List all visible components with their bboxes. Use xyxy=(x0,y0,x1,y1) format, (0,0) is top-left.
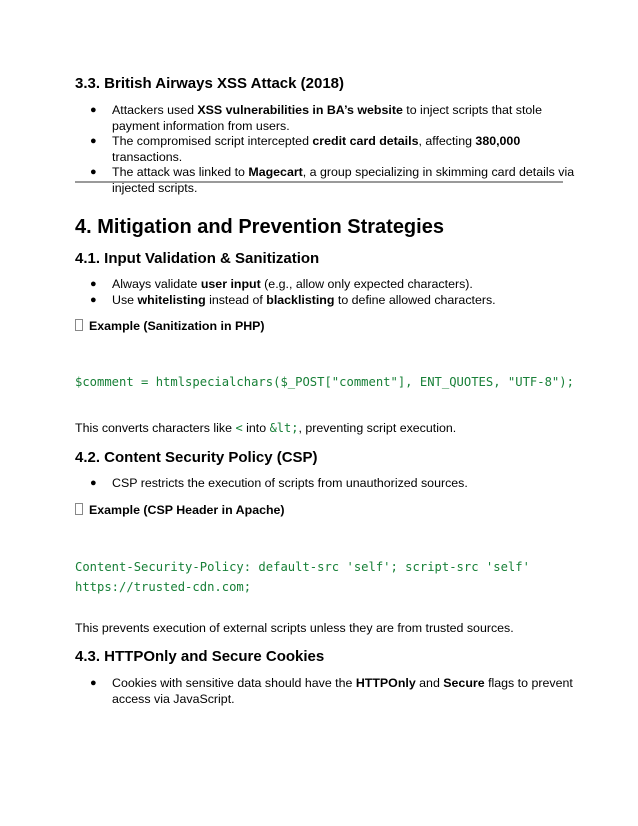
bullet-icon: ● xyxy=(90,166,97,178)
list-item: ● The attack was linked to Magecart, a group specializing in skimming card details via injected scripts. xyxy=(90,165,575,195)
list-item: ● Always validate user input (e.g., allow only expected characters). xyxy=(90,277,473,291)
code-block-csp-line-1: Content-Security-Policy: default-src 'self'; script-src 'self' xyxy=(75,560,530,574)
list-item: ● The compromised script intercepted credit card details, affecting 380,000 transactions. xyxy=(90,134,521,164)
section-4-3-bullets xyxy=(75,676,575,707)
section-3-3-heading: 3.3. British Airways XSS Attack (2018) xyxy=(75,75,345,92)
section-4-1-bullets xyxy=(75,277,575,308)
bullet-icon: ● xyxy=(90,677,97,689)
code-block-php: $comment = htmlspecialchars($_POST["comment"], ENT_QUOTES, "UTF-8"); xyxy=(75,375,574,389)
paragraph-csp-explain: This prevents execution of external scripts unless they are from trusted sources. xyxy=(75,621,514,635)
section-4-3-heading: 4.3. HTTPOnly and Secure Cookies xyxy=(75,648,325,665)
section-4-heading: 4. Mitigation and Prevention Strategies xyxy=(75,216,444,238)
placeholder-glyph-icon xyxy=(75,503,83,515)
section-4-2-bullets xyxy=(75,476,575,492)
paragraph-sanitization-explain: This converts characters like < into &lt;, preventing script execution. xyxy=(75,421,457,435)
section-4-2-heading: 4.2. Content Security Policy (CSP) xyxy=(75,449,318,466)
example-label-csp: Example (CSP Header in Apache) xyxy=(75,502,285,518)
list-item: ● Cookies with sensitive data should have the HTTPOnly and Secure flags to prevent access via JavaScript. xyxy=(90,676,573,706)
bullet-icon: ● xyxy=(90,477,97,489)
list-item: ● Use whitelisting instead of blacklisting to define allowed characters. xyxy=(90,292,496,307)
section-4-1-heading: 4.1. Input Validation & Sanitization xyxy=(75,250,320,267)
bullet-icon: ● xyxy=(90,278,97,290)
code-block-csp-line-2: https://trusted-cdn.com; xyxy=(75,580,252,594)
inline-code: < xyxy=(235,421,243,435)
inline-code: &lt; xyxy=(269,421,299,435)
horizontal-divider xyxy=(75,181,563,183)
list-item: ● Attackers used XSS vulnerabilities in BA’s website to inject scripts that stole payment information from users. xyxy=(90,103,542,133)
bullet-icon: ● xyxy=(90,135,97,147)
bullet-icon: ● xyxy=(90,104,97,116)
bullet-icon: ● xyxy=(90,293,97,306)
placeholder-glyph-icon xyxy=(75,319,83,331)
example-label-php: Example (Sanitization in PHP) xyxy=(75,318,265,334)
list-item: ● CSP restricts the execution of scripts from unauthorized sources. xyxy=(90,476,468,490)
